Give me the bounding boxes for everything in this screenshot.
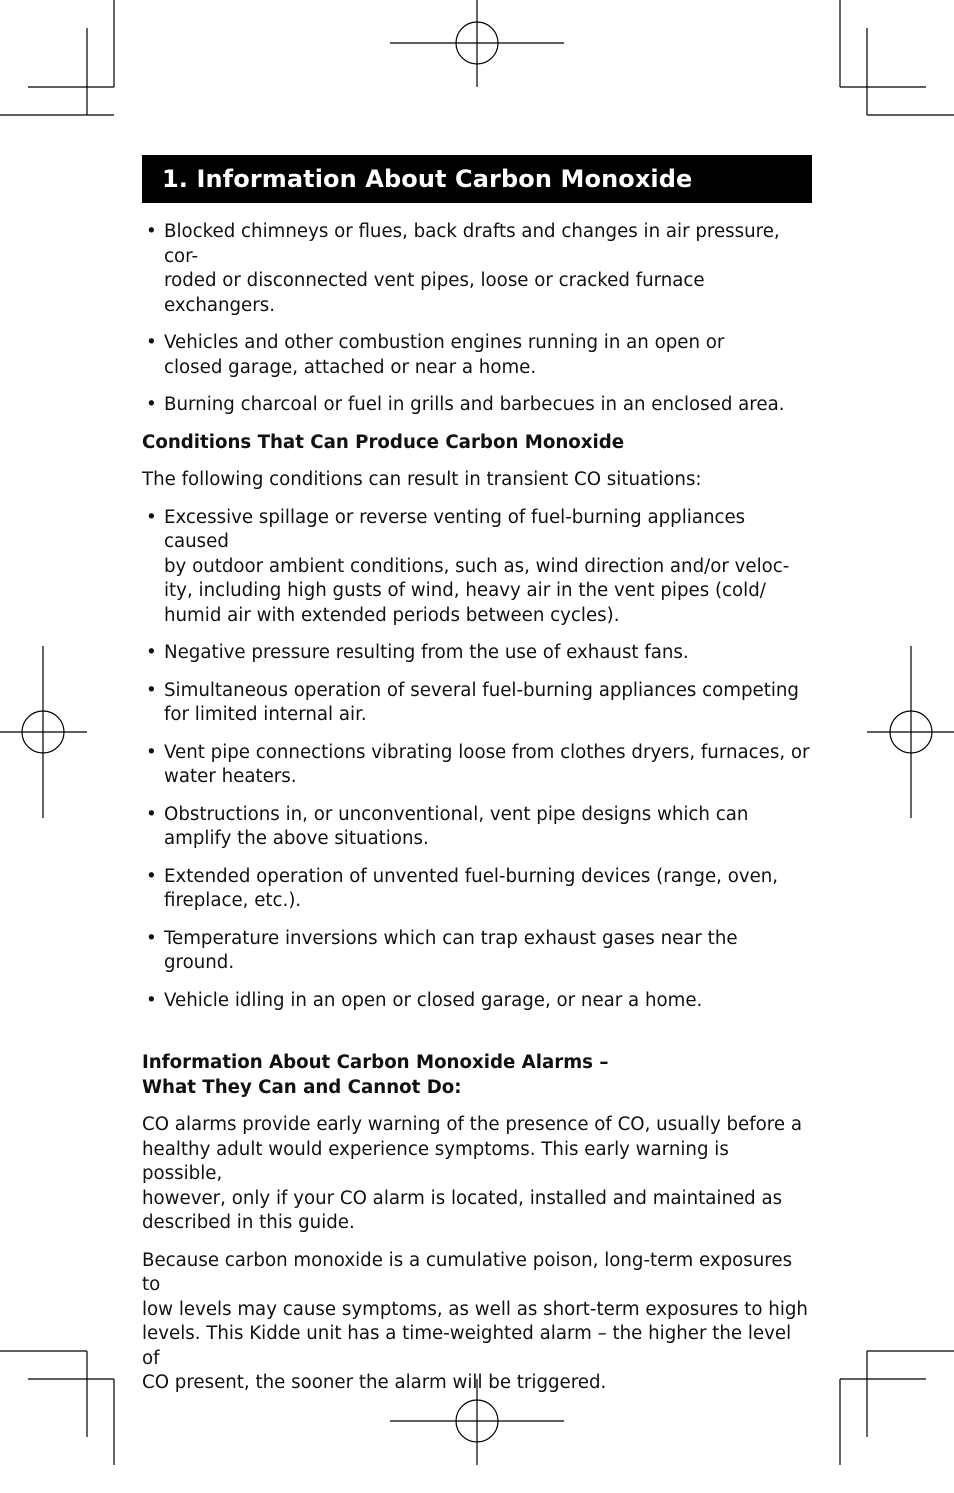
list-item: • Obstructions in, or unconventional, vent pipe designs which can amplify the above situations. <box>146 803 749 849</box>
bullet-glyph: • <box>146 679 157 701</box>
crop-mark-bottom-left <box>0 1351 114 1465</box>
alarms-heading: Information About Carbon Monoxide Alarms – What They Can and Cannot Do: <box>142 1052 609 1098</box>
section-title-bar <box>142 155 812 203</box>
bullet-glyph: • <box>146 642 157 663</box>
bullet-glyph: • <box>146 332 157 353</box>
crop-mark-top-left <box>0 0 114 115</box>
bullet-glyph: • <box>146 221 157 242</box>
list-item: • Burning charcoal or fuel in grills and barbecues in an enclosed area. <box>142 393 814 418</box>
registration-mark-left <box>0 646 87 818</box>
conditions-intro: The following conditions can result in transient CO situations: <box>142 469 702 490</box>
registration-mark-right <box>867 646 954 818</box>
section-title: 1. Information About Carbon Monoxide <box>162 165 693 193</box>
list-item: • Vehicles and other combustion engines running in an open or closed garage, attached or near a home. <box>146 332 725 378</box>
list-item: • Negative pressure resulting from the use of exhaust fans. <box>142 641 814 666</box>
page-content <box>142 220 814 1409</box>
list-item: • Extended operation of unvented fuel-burning devices (range, oven, fireplace, etc.). <box>146 865 779 911</box>
registration-mark-top <box>390 0 564 87</box>
crop-mark-bottom-right <box>840 1351 954 1465</box>
bullet-glyph: • <box>146 927 157 949</box>
list-item: • Temperature inversions which can trap exhaust gases near the ground. <box>146 927 738 973</box>
bullet-glyph: • <box>146 741 157 763</box>
list-item: • Vehicle idling in an open or closed garage, or near a home. <box>142 989 814 1014</box>
bullet-glyph: • <box>146 989 157 1011</box>
bullet-glyph: • <box>146 865 157 887</box>
alarms-paragraph: CO alarms provide early warning of the presence of CO, usually before a healthy adult would experience symptoms. This early warning is possible, however, only if your CO alarm is located, installed and maintained as described in this guide. <box>142 1114 802 1233</box>
alarms-paragraph: Because carbon monoxide is a cumulative poison, long-term exposures to low levels may cause symptoms, as well as short-term exposures to high levels. This Kidde unit has a time-weighted alarm – the higher the level of CO present, the sooner the alarm will be triggered. <box>142 1249 808 1393</box>
list-item: • Vent pipe connections vibrating loose from clothes dryers, furnaces, or water heaters. <box>146 741 810 787</box>
conditions-heading: Conditions That Can Produce Carbon Monoxide <box>142 431 625 453</box>
list-item: • Simultaneous operation of several fuel-burning appliances competing for limited internal air. <box>146 679 799 725</box>
list-item: • Excessive spillage or reverse venting of fuel-burning appliances caused by outdoor ambient conditions, such as, wind direction and/or veloc- ity, including high gusts of wind, heavy air in the vent pipes (cold/ humid air with extended periods between cycles). <box>146 506 790 626</box>
crop-mark-top-right <box>840 0 954 115</box>
bullet-glyph: • <box>146 506 157 528</box>
bullet-glyph: • <box>146 394 157 415</box>
intro-bullet-list <box>142 220 814 418</box>
list-item: • Blocked chimneys or flues, back drafts and changes in air pressure, cor- roded or disconnected vent pipes, loose or cracked furnace exchangers. <box>146 221 780 316</box>
bullet-glyph: • <box>146 803 157 825</box>
conditions-bullet-list <box>142 506 814 1014</box>
